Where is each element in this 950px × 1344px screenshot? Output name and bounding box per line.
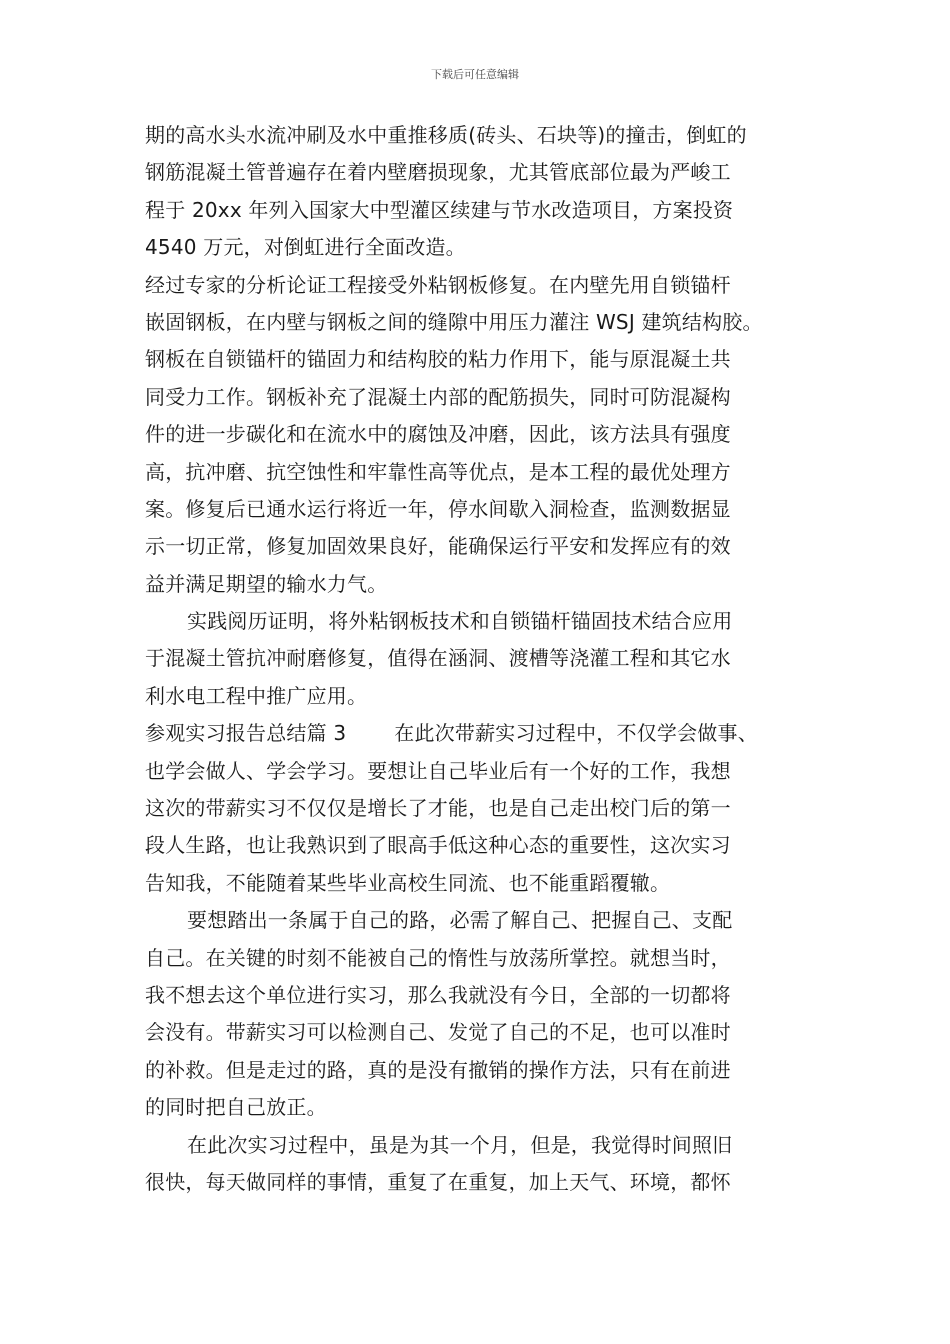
text-line: 很快，每天做同样的事情，重复了在重复，加上天气、环境，都怀	[145, 1169, 731, 1194]
text-line: 的补救。但是走过的路，真的是没有撤销的操作方法，只有在前进	[145, 1057, 731, 1082]
text-line: 同受力工作。钢板补充了混凝土内部的配筋损失，同时可防混凝构	[145, 384, 731, 409]
text-line: 4540 万元，对倒虹进行全面改造。	[145, 235, 466, 260]
text-line: 案。修复后已通水运行将近一年，停水间歇入洞检查，监测数据显	[145, 496, 731, 521]
text-line-continuation: 在此次带薪实习过程中，不仅学会做事、	[394, 721, 758, 746]
text-line: 钢板在自锁锚杆的锚固力和结构胶的粘力作用下，能与原混凝土共	[145, 347, 731, 372]
text-line: 经过专家的分析论证工程接受外粘钢板修复。在内壁先用自锁锚杆	[145, 272, 731, 297]
text-line: 也学会做人、学会学习。要想让自己毕业后有一个好的工作，我想	[145, 758, 731, 783]
text-line: 嵌固钢板，在内壁与钢板之间的缝隙中用压力灌注 WSJ 建筑结构胶。	[145, 309, 763, 334]
text-line: 段人生路，也让我熟识到了眼高手低这种心态的重要性，这次实习	[145, 833, 731, 858]
text-line: 钢筋混凝土管普遍存在着内壁磨损现象，尤其管底部位最为严峻工	[145, 160, 731, 185]
document-body	[145, 117, 825, 1201]
text-line: 益并满足期望的输水力气。	[145, 571, 388, 596]
text-line: 示一切正常，修复加固效果良好，能确保运行平安和发挥应有的效	[145, 534, 731, 559]
text-line: 的同时把自己放正。	[145, 1095, 327, 1120]
text-line: 自己。在关键的时刻不能被自己的惰性与放荡所掌控。就想当时，	[145, 945, 731, 970]
text-line: 于混凝土管抗冲耐磨修复，值得在涵洞、渡槽等浇灌工程和其它水	[145, 646, 731, 671]
text-line: 程于 20xx 年列入国家大中型灌区续建与节水改造项目，方案投资	[145, 197, 734, 222]
text-line: 利水电工程中推广应用。	[145, 683, 368, 708]
text-line: 期的高水头水流冲刷及水中重推移质(砖头、石块等)的撞击，倒虹的	[145, 123, 747, 147]
text-line: 告知我，不能随着某些毕业高校生同流、也不能重蹈覆辙。	[145, 870, 671, 895]
page-header: 下载后可任意编辑	[431, 68, 519, 81]
section-heading-line	[145, 715, 825, 752]
section-heading: 参观实习报告总结篇 3	[145, 721, 347, 746]
text-line: 件的进一步碳化和在流水中的腐蚀及冲磨，因此，该方法具有强度	[145, 422, 731, 447]
text-line-indented: 实践阅历证明，将外粘钢板技术和自锁锚杆锚固技术结合应用	[187, 609, 733, 634]
text-line: 这次的带薪实习不仅仅是增长了才能，也是自己走出校门后的第一	[145, 796, 731, 821]
text-line-indented: 要想踏出一条属于自己的路，必需了解自己、把握自己、支配	[187, 908, 733, 933]
text-line: 高，抗冲磨、抗空蚀性和牢靠性高等优点，是本工程的最优处理方	[145, 459, 731, 484]
text-line: 我不想去这个单位进行实习，那么我就没有今日，全部的一切都将	[145, 982, 731, 1007]
text-line-indented: 在此次实习过程中，虽是为其一个月，但是，我觉得时间照旧	[187, 1132, 733, 1157]
text-line: 会没有。带薪实习可以检测自己、发觉了自己的不足，也可以准时	[145, 1020, 731, 1045]
